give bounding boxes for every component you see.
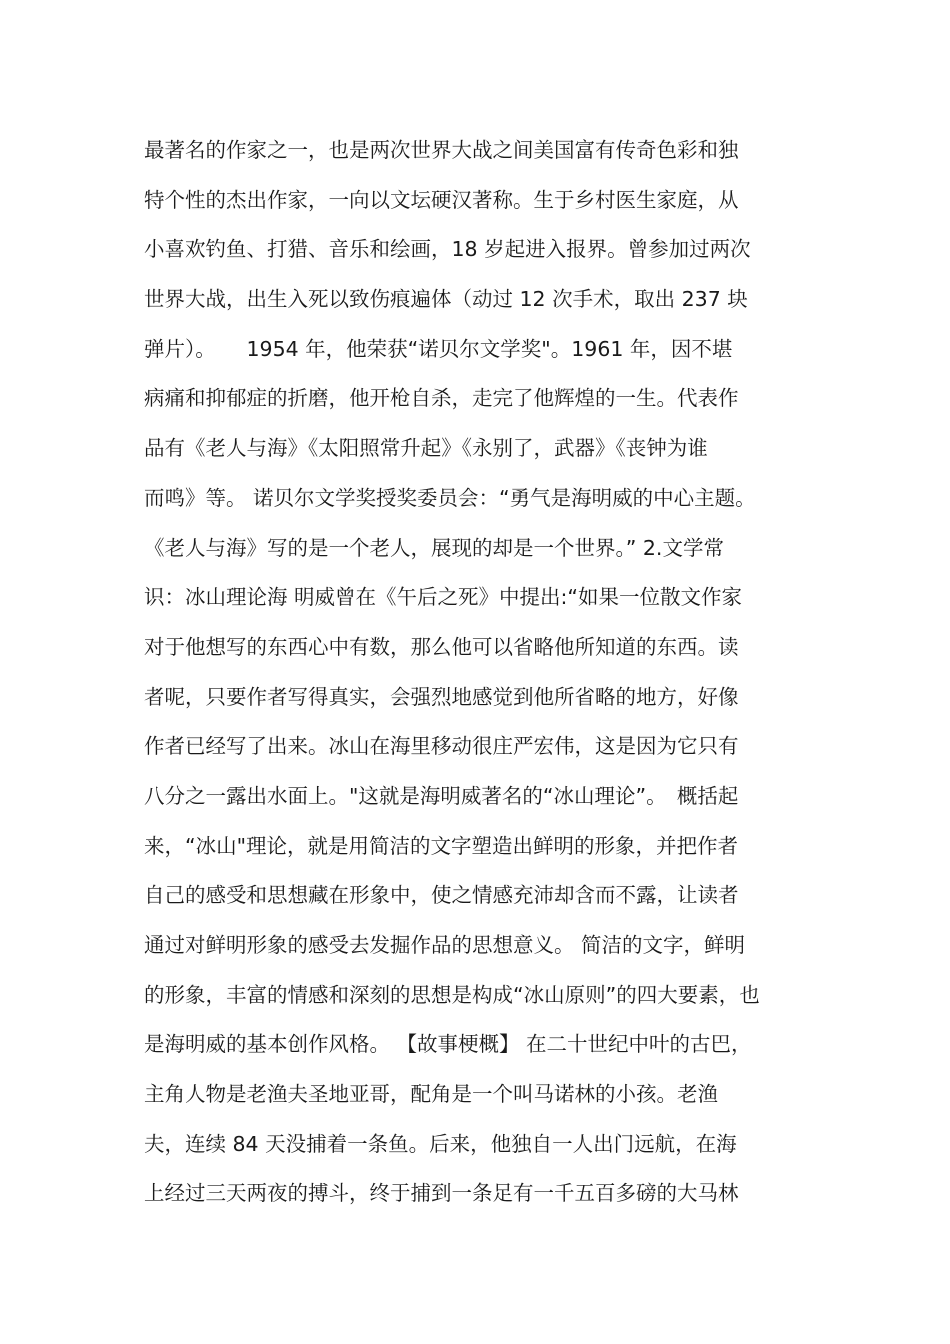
text-line: 作者已经写了出来。冰山在海里移动很庄严宏伟，这是因为它只有 — [144, 734, 739, 759]
text-line: 夫，连续 84 天没捕着一条鱼。后来，他独自一人出门远航，在海 — [144, 1131, 737, 1156]
text-line: 对于他想写的东西心中有数，那么他可以省略他所知道的东西。读 — [144, 634, 739, 659]
text-line: 小喜欢钓鱼、打猎、音乐和绘画，18 岁起进入报界。曾参加过两次 — [144, 237, 751, 262]
body-text — [144, 130, 809, 1223]
text-line: 是海明威的基本创作风格。 【故事梗概】 在二十世纪中叶的古巴， — [144, 1032, 752, 1057]
text-line: 来，“冰山"理论，就是用简洁的文字塑造出鲜明的形象，并把作者 — [144, 833, 739, 858]
text-line: 《老人与海》写的是一个老人，展现的却是一个世界。” 2.文学常 — [144, 535, 724, 560]
text-line: 特个性的杰出作家，一向以文坛硬汉著称。生于乡村医生家庭，从 — [144, 187, 739, 212]
text-line: 弹片）。 1954 年，他荣获“诺贝尔文学奖"。1961 年，因不堪 — [144, 336, 733, 361]
text-line: 世界大战，出生入死以致伤痕遍体（动过 12 次手术，取出 237 块 — [144, 287, 748, 312]
text-line: 识：冰山理论海 明威曾在《午后之死》中提出:“如果一位散文作家 — [144, 585, 743, 610]
text-line: 主角人物是老渔夫圣地亚哥，配角是一个叫马诺林的小孩。老渔 — [144, 1082, 718, 1107]
text-line: 通过对鲜明形象的感受去发掘作品的思想意义。 简洁的文字，鲜明 — [144, 933, 746, 957]
text-line: 八分之一露出水面上。"这就是海明威著名的“冰山理论”。 概括起 — [144, 783, 739, 808]
text-line: 而鸣》等。 诺贝尔文学奖授奖委员会：“勇气是海明威的中心主题。 — [144, 485, 756, 510]
text-line: 的形象，丰富的情感和深刻的思想是构成“冰山原则”的四大要素，也 — [144, 982, 760, 1007]
text-line: 自己的感受和思想藏在形象中，使之情感充沛却含而不露，让读者 — [144, 883, 739, 908]
text-line: 最著名的作家之一，也是两次世界大战之间美国富有传奇色彩和独 — [144, 138, 739, 162]
text-line: 品有《老人与海》《太阳照常升起》《永别了，武器》《丧钟为谁 — [144, 436, 708, 461]
text-line: 病痛和抑郁症的折磨，他开枪自杀，走完了他辉煌的一生。代表作 — [144, 386, 739, 411]
text-line: 者呢，只要作者写得真实，会强烈地感觉到他所省略的地方，好像 — [144, 684, 739, 709]
text-line: 上经过三天两夜的搏斗，终于捕到一条足有一千五百多磅的大马林 — [144, 1181, 739, 1206]
